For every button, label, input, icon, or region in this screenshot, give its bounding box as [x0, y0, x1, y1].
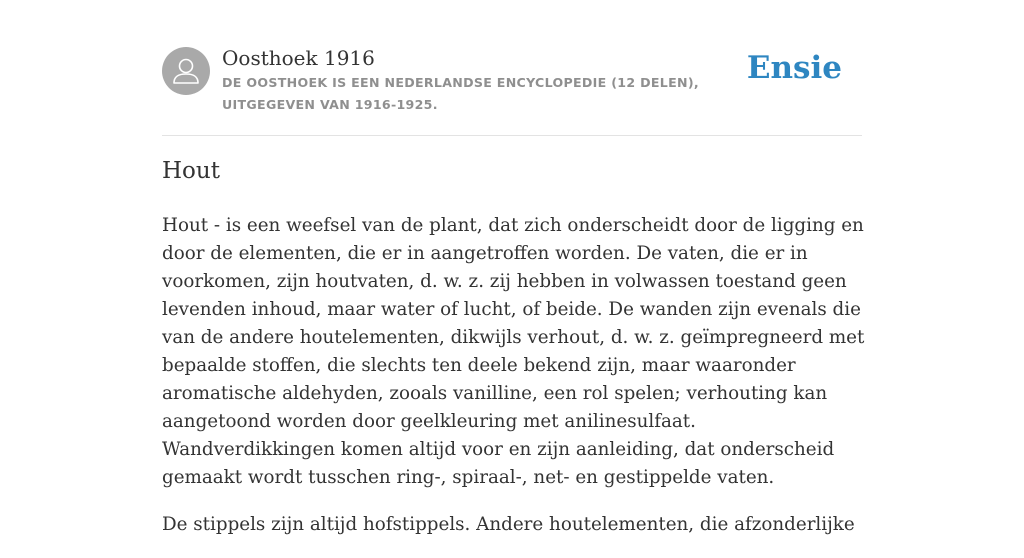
header-divider	[162, 135, 862, 136]
person-icon	[162, 47, 210, 95]
article-paragraph: Hout - is een weefsel van de plant, dat zich onderscheidt door de ligging en door de elementen, die er in aangetroffen worden. De vaten, die er in voorkomen, zijn houtvaten, d. w. z. zij hebben in volwassen toestand geen levenden inhoud, maar water of lucht, of beide. De wanden zijn evenals die van de andere houtelementen, dikwijls verhout, d. w. z. geïmpregneerd met bepaalde stoffen, die slechts ten deele bekend zijn, maar waaronder aromatische aldehyden, zooals vanilline, een rol spelen; verhouting kan aangetoond worden door geelkleuring met anilinesulfaat. Wandverdikkingen komen altijd voor en zijn aanleiding, dat onderscheid gemaakt wordt tusschen ring-, spiraal-, net- en gestippelde vaten.	[162, 215, 865, 488]
article-body	[162, 212, 874, 558]
brand-logo-link[interactable]: Ensie	[746, 50, 842, 86]
source-header	[162, 44, 862, 124]
user-avatar-icon[interactable]	[162, 47, 210, 95]
article-paragraph: De stippels zijn altijd hofstippels. Andere houtelementen, die afzonderlijke	[162, 514, 855, 535]
source-description: DE OOSTHOEK IS EEN NEDERLANDSE ENCYCLOPEDIE (12 DELEN), UITGEGEVEN VAN 1916-1925.	[222, 75, 699, 112]
article-title: Hout	[162, 158, 220, 184]
source-name-link[interactable]: Oosthoek 1916	[222, 46, 375, 70]
